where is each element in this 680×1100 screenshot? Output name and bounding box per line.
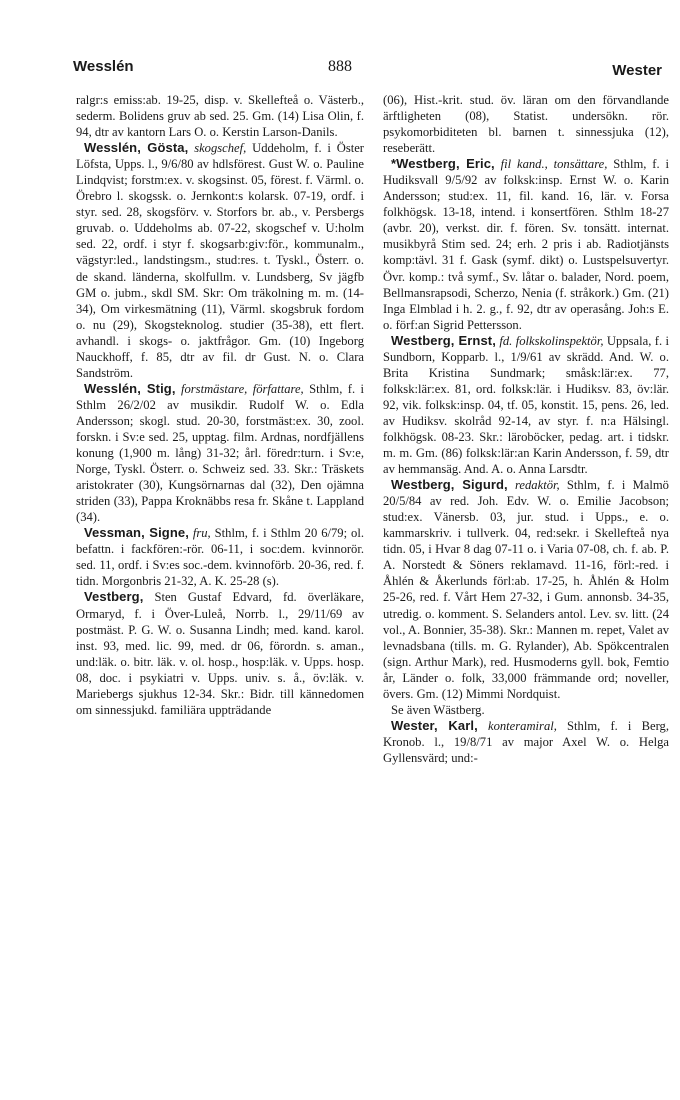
entry-text: ralgr:s emiss:ab. 19-25, disp. v. Skellefteå o. Västerb., sederm. Bolidens gruv ab sed. 25. Gm. (14) Lisa Olin, f. 94, dtr av kantorn Lars O. o. Kerstin Larson-Danils. [76, 93, 364, 140]
entry-occupation: konteramiral, [487, 718, 557, 733]
right-column [383, 92, 669, 766]
entry-text: Uddeholm, f. i Öster Löfsta, Upps. l., 9/6/80 av hdlsförest. Gust W. o. Pauline Lindqvist; forstm:ex. v. skogsinst. 05, förest. f. Värml. o. Örebro l. skogssk. o. Jernkont:s kolarsk. 07-19, ordf. i styr. sed. 28, skogsförv. v. Storfors br. ab., v. Persbergs gruvab. o. Uddeholms ab. 07-22, skogschef v. U:holm sed. 22, ordf. i styr f. skogsarb:giv:för., kommunalm., vägstyr:led., landstingsm., stud:res. t. Tyskl., Österr. o. de skand. länderna, skolfullm. v. Lundsberg, Sv jägfb GM o. jubm., skdl SM. Skr: Om träkolning m. m. (14-34), Om virkesmätning (11), Värml. skogsbruk fordom o. nu (29), Skogsteknolog. studier (35-38), ett flert. avhandl. i skogs- o. jaktfrågor. Gm. (10) Ingeborg Nauckhoff, f. 85, dtr av fil. dr Gust. N. o. Clara Sandström. [76, 141, 365, 380]
entry-text: Uppsala, f. i Sundborn, Kopparb. l., 1/9/61 av skrädd. And. W. o. Brita Kristina Sundmark; småsk:lär:ex. 77, folksk:lär:ex. 81, ord. folksk:lär. i Hudiksv. 83, öv:lär. 92, vik. folksk:insp. 04, tf. 05, konstit. 15, pens. 26, led. av Hudiksv. skolråd 92-14, av styr. f. n:a Hälsingl. folkhögsk. 08-23. Skr.: läroböcker, pedag. art. i tidskr. m. m. Gm. (86) folksk:lär:an Karin Andersson, f. 59, dtr av hemmansäg. And. A. o. Anna Larsdtr. [383, 333, 670, 477]
entry-name: Wester, Karl, [391, 717, 478, 733]
entry-text: Se även Wästberg. [391, 702, 485, 717]
entry [76, 589, 364, 717]
entry-text: Sten Gustaf Edvard, fd. överläkare, Ormaryd, f. i Över-Luleå, Norrb. l., 29/11/69 av postmäst. P. G. W. o. Susanna Lindh; med. kand. karol. inst. 93, med. lic. 99, med. dr 06, förordn. s. aman., und:läk. o. bitr. läk. v. ol. hosp., hosp:läk. v. Upps. hosp. 08, doc. i psykiatri v. Upps. univ. s. å., öv:läk. v. Mariebergs sjukhus 12-34. Skr.: Bidr. till kännedomen om sinnessjukd. familiära uppträdande [76, 590, 364, 717]
entry [383, 92, 669, 156]
entry [383, 718, 669, 766]
entry-text: (06), Hist.-krit. stud. öv. läran om den förvandlande ärftligheten (08), Statist. undersökn. rör. psykomorbiditeten bl. barnen t. sinnessjuka (12), reseberätt. [383, 93, 669, 156]
entry-name: Westberg, Ernst, [391, 332, 496, 348]
page-number: 888 [328, 58, 352, 75]
entry [383, 702, 669, 718]
entry [76, 140, 364, 381]
entry-name: Wesslén, Stig, [84, 380, 176, 396]
entry [383, 156, 669, 333]
entry-occupation: fd. folkskolinspektör, [499, 333, 604, 348]
entry [76, 381, 364, 525]
entry [76, 92, 364, 140]
entry-text: Sthlm, f. i Malmö 20/5/84 av red. Joh. Edv. W. o. Emilie Jacobson; stud:ex. Vänersb. 03, jur. stud. i Upps., e. o. kammarskriv. i tullverk. 04, red:sekr. i Skellefteå nya tidn. 05, i Hvar 8 dag 07-11 o. i Varia 07-08, ch. f. ab. P. A. Norstedt & Söners reklamavd. 11-16, förl:-red. i Åhlén & Åkerlunds förl:ab. 17-25, h. Åhlén & Holm 25-26, red. f. Vårt Hem 27-32, i Gum. annonsb. 34-35, utredig. o. komment. S. Selanders antol. Lev. sv. litt. (24 vol., A. Bonnier, 35-38). Skr.: Mannen m. repet, Valet av levnadsbana (tills. m. G. Rylander), Ab. Spökcentralen (sign. Arthur Mark), red. Husmoderns gyll. bok, Femtio år, Länder o. folk, 33,000 främmande ord; noveller, övers. Gm. (12) Mimmi Nordquist. [383, 478, 669, 701]
left-column [76, 92, 364, 718]
entry-name: Vessman, Signe, [84, 525, 189, 541]
entry-text: Sthlm, f. i Hudiksvall 9/5/92 av folksk:insp. Ernst W. o. Karin Andersson; stud:ex. 11, fil. kand. 16, lär. v. Forsa folkhögsk. 13-18, intend. i konsertfören. Sthlm 18-27 (avbr. 20), verkst. dir. f. fören. Sv. tonsätt. internat. musikbyrå Stim sed. 24; erh. 2 pris i ab. Radiotjänsts komp:tävl. 31 f. Gask (symf. dikt) o. Lustspelsuvertyr. Övr. komp.: två symf., Sv. låtar o. balader, Nord. poem, Bellmansrapsodi, Scherzo, Nenia (f. stråkork.) Gm. (21) Inga Elmblad i h. 2. g., f. 92, dtr av operasång. Joh:s E. o. förf:an Sigrid Pettersson. [383, 157, 669, 332]
entry-name: Vestberg, [84, 589, 144, 605]
header-left-word: Wesslén [73, 58, 134, 75]
entry-occupation: forstmästare, författare, [180, 381, 304, 396]
entry-occupation: fru, [192, 526, 211, 541]
entry-text: Sthlm, f. i Berg, Kronob. l., 19/8/71 av major Axel W. o. Helga Gyllensvärd; und:- [383, 718, 669, 765]
entry-occupation: fil kand., tonsättare, [500, 157, 608, 172]
entry-occupation: skogschef, [194, 141, 247, 156]
entry-occupation: redaktör, [514, 478, 560, 493]
header-right-word: Wester [612, 62, 662, 79]
entry-name: Westberg, Sigurd, [391, 477, 508, 493]
entry-name: *Westberg, Eric, [391, 156, 495, 172]
entry [383, 333, 669, 477]
entry-text: Sthlm, f. i Sthlm 26/2/02 av musikdir. Rudolf W. o. Edla Andersson; skogl. stud. 20-30, forstmäst:ex. 30, zool. forskn. i Sv:e sed. 25, upptag. film. Ardnas, nordfjällens konung (1,900 m. lång) 31-32; årl. föredr:turn. i Sv:e, Norge, Tyskl. Österr. o. Schweiz sed. 33. Skr.: Träskets aristokrater (30), Kungsörnarnas dal (32), Den ojämna striden (33), Pappa Kroknäbbs resa fr. Skåne t. Lappland (34). [76, 381, 365, 525]
entry [383, 477, 669, 702]
entry-name: Wesslén, Gösta, [84, 140, 189, 156]
page-header [0, 52, 680, 80]
entry-text: Sthlm, f. i Sthlm 20 6/79; ol. befattn. i fackfören:-rör. 06-11, i soc:dem. kvinnorör. sed. 11, ordf. i Sv:es soc.-dem. kvinnoförb. 20-36, red. f. tidn. Morgonbris 21-32, A. K. 25-28 (s). [76, 526, 364, 589]
entry [76, 525, 364, 589]
